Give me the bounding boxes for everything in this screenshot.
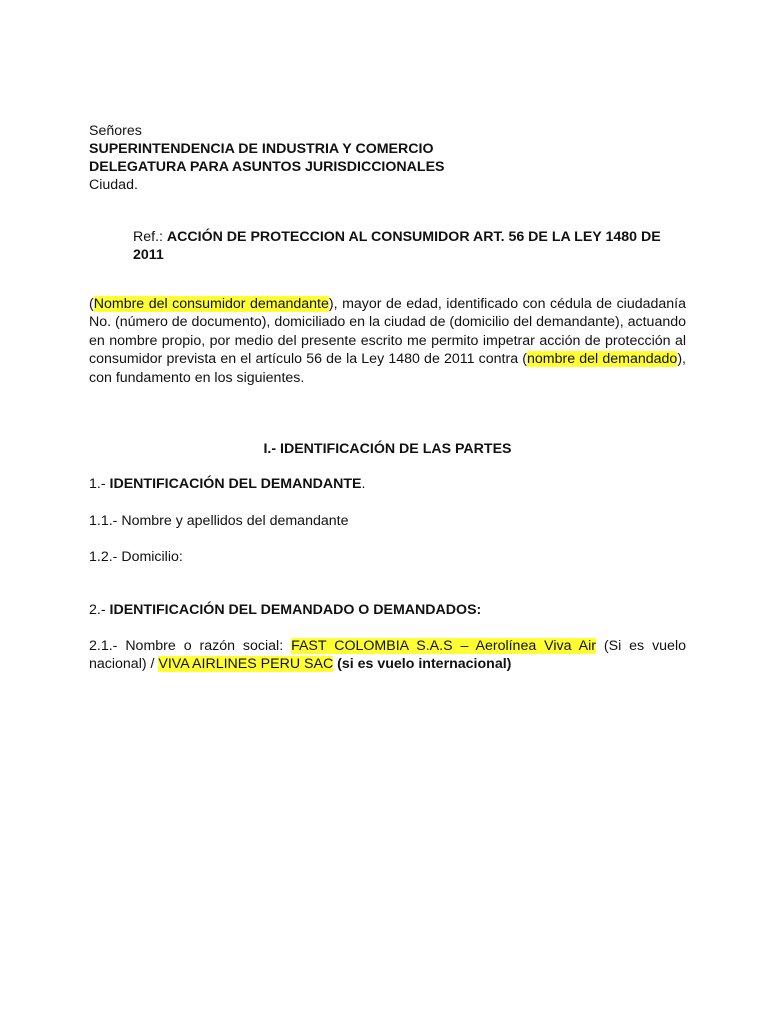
item-1-number: 1.- xyxy=(89,476,110,492)
consumer-placeholder: Nombre del consumidor demandante xyxy=(93,296,329,312)
intro-open-paren: ( xyxy=(89,296,94,312)
reference-prefix: Ref.: xyxy=(133,229,167,245)
national-airline-name: FAST COLOMBIA S.A.S – Aerolínea Viva Air xyxy=(291,638,596,654)
item-1-heading xyxy=(89,475,365,493)
item-2-heading xyxy=(89,601,481,619)
intro-paragraph xyxy=(89,295,686,387)
national-note: (Si es vuelo nacional) / xyxy=(89,638,686,673)
addressee-org-line1: SUPERINTENDENCIA DE INDUSTRIA Y COMERCIO xyxy=(89,141,434,157)
section-heading-partes: I.- IDENTIFICACIÓN DE LAS PARTES xyxy=(263,441,512,457)
reference-block xyxy=(133,228,693,264)
addressee-city: Ciudad. xyxy=(89,177,138,193)
item-1-trail: . xyxy=(361,476,366,492)
international-note: (si es vuelo internacional) xyxy=(333,656,512,673)
international-airline-name: VIVA AIRLINES PERU SAC xyxy=(158,656,334,673)
item-1-title: IDENTIFICACIÓN DEL DEMANDANTE xyxy=(109,476,362,492)
item-1-2: 1.2.- Domicilio: xyxy=(89,549,183,565)
addressee-org-line2: DELEGATURA PARA ASUNTOS JURISDICCIONALES xyxy=(89,159,445,175)
item-1-1: 1.1.- Nombre y apellidos del demandante xyxy=(89,513,349,529)
intro-text-part2: ), con fundamento en los siguientes. xyxy=(89,351,686,386)
reference-subject: ACCIÓN DE PROTECCION AL CONSUMIDOR ART. 56 DE LA LEY 1480 DE 2011 xyxy=(133,229,661,263)
item-2-1-label: 2.1.- Nombre o razón social: xyxy=(89,638,292,654)
item-2-1 xyxy=(89,637,686,674)
defendant-placeholder: nombre del demandado xyxy=(527,351,678,368)
item-2-number: 2.- xyxy=(89,602,110,618)
intro-text-part1: ), mayor de edad, identificado con cédula de ciudadanía No. (número de documento), domiciliado en la ciudad de (domicilio del demandante), actuando en nombre propio, por medio del presente escrito me permito impetrar acción de protección al consumidor prevista en el artículo 56 de la Ley 1480 de 2011 contra ( xyxy=(89,296,687,368)
item-2-title: IDENTIFICACIÓN DEL DEMANDADO O DEMANDADOS: xyxy=(109,602,482,618)
greeting: Señores xyxy=(89,123,142,139)
